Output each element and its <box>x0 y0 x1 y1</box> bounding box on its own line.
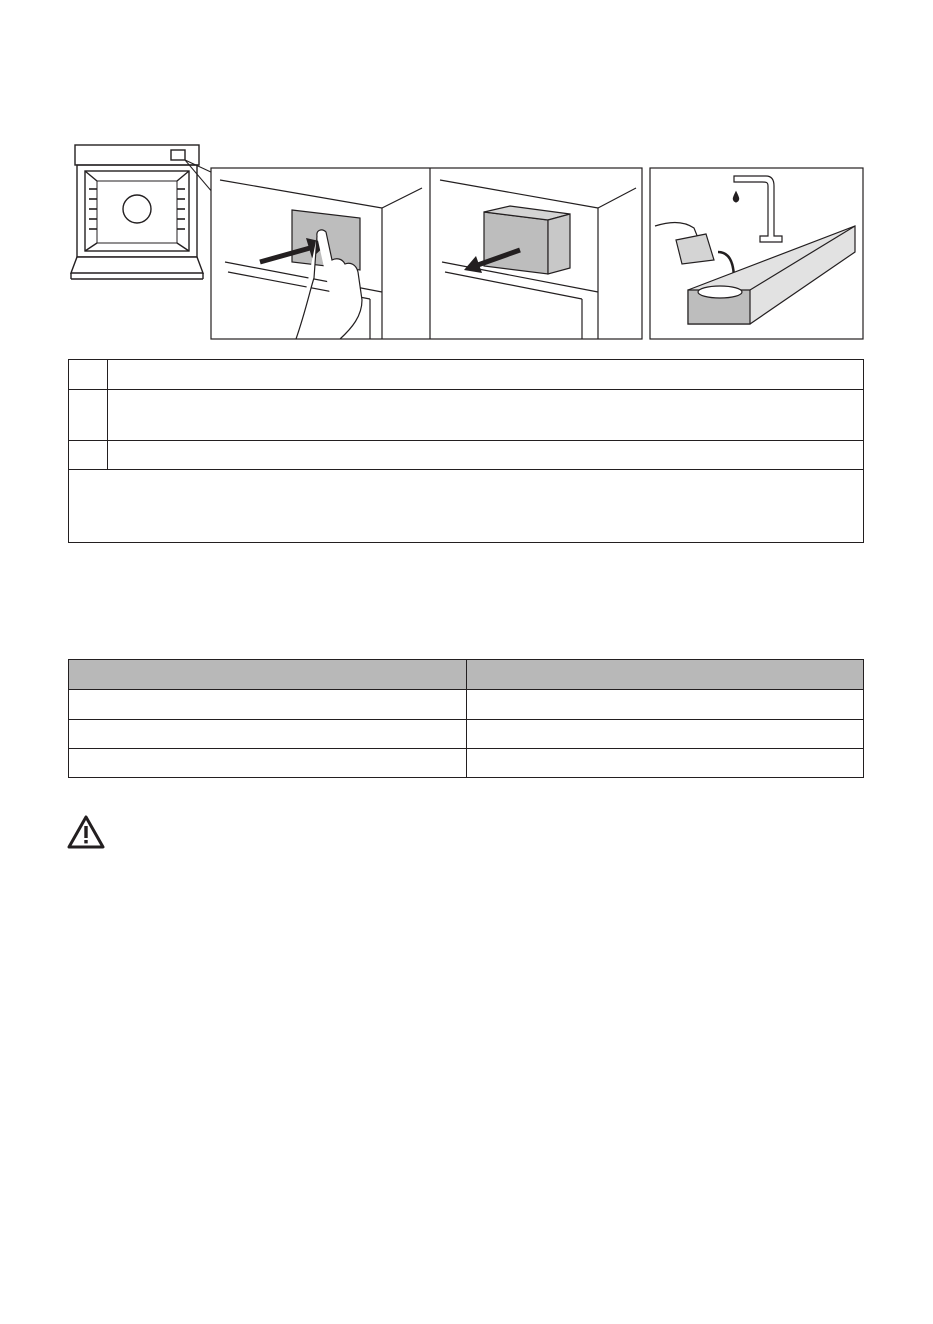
oven-icon <box>71 145 213 279</box>
water-table <box>68 659 864 778</box>
column-divider <box>466 660 467 777</box>
step-number <box>69 390 108 440</box>
instruction-figure <box>70 140 870 345</box>
warning-triangle-icon <box>66 814 106 850</box>
warning <box>66 814 106 855</box>
step-number <box>69 360 108 389</box>
step-row-1 <box>69 360 863 390</box>
illustration-strip <box>70 140 870 345</box>
fill-panel <box>650 168 863 339</box>
step-number <box>69 441 108 469</box>
step-row-2 <box>69 390 863 441</box>
steps-table <box>68 359 864 543</box>
step-row-3 <box>69 441 863 470</box>
drawer-panel <box>211 168 642 339</box>
